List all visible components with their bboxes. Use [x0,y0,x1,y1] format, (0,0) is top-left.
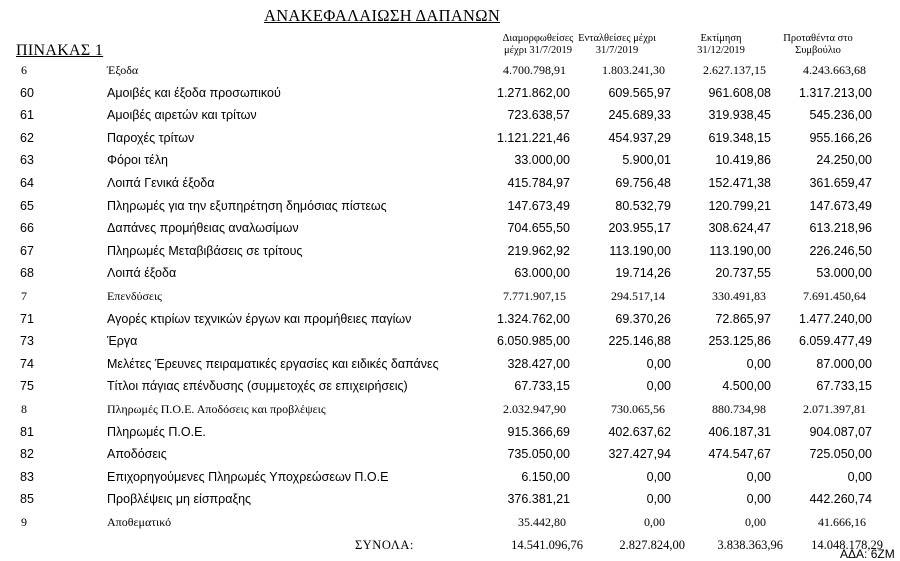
row-description: Πληρωμές Μεταβιβάσεις σε τρίτους [107,243,303,258]
table-row [0,334,900,356]
row-value: 0,00 [746,492,771,507]
row-value: 406.187,31 [708,424,771,439]
row-value: 33.000,00 [514,153,570,168]
row-value: 609.565,97 [608,85,671,100]
row-value: 0,00 [646,492,671,507]
row-value: 955.166,26 [809,130,872,145]
row-value: 63.000,00 [514,266,570,281]
row-value: 619.348,15 [708,130,771,145]
column-header-line: Ενταλθείσες μέχρι [578,33,656,44]
row-value: 19.714,26 [615,266,671,281]
column-header-line: 31/7/2019 [595,45,639,56]
row-value: 2.627.137,15 [703,63,766,77]
row-code: 6 [21,63,27,77]
row-description: Έξοδα [107,63,139,77]
row-value: 4.700.798,91 [503,63,566,77]
table-label: ΠΙΝΑΚΑΣ 1 [16,42,104,59]
table-row [0,199,900,221]
table-row [0,492,900,514]
row-value: 6.050.985,00 [497,334,570,349]
row-value: 53.000,00 [816,266,872,281]
row-code: 74 [20,356,34,371]
row-description: Αγορές κτιρίων τεχνικών έργων και προμήθειες παγίων [107,311,412,326]
row-code: 62 [20,130,34,145]
row-description: Λοιπά Γενικά έξοδα [107,176,215,190]
row-value: 328.427,00 [507,356,570,371]
group-row [0,402,900,424]
row-description: Αποδόσεις [107,447,167,462]
table-row [0,266,900,288]
row-value: 1.477.240,00 [799,311,872,326]
table-row [0,244,900,266]
row-value: 203.955,17 [608,221,671,236]
row-code: 85 [20,492,34,507]
row-value: 545.236,00 [809,108,872,123]
row-value: 6.150,00 [521,469,570,484]
row-description: Αμοιβές και έξοδα προσωπικού [107,85,281,100]
row-code: 73 [20,334,34,349]
row-code: 83 [20,469,34,484]
row-description: Επιχορηγούμενες Πληρωμές Υποχρεώσεων Π.Ο.Ε [107,469,389,484]
row-value: 20.737,55 [715,266,771,281]
row-code: 9 [21,515,27,529]
row-value: 1.317.213,00 [799,85,872,100]
row-value: 904.087,07 [809,424,872,439]
row-value: 415.784,97 [507,176,570,190]
row-value: 0,00 [847,469,872,484]
table-row [0,357,900,379]
column-header-line: Προταθέντα στο [783,33,853,44]
row-value: 725.050,00 [809,447,872,462]
row-description: Λοιπά έξοδα [107,266,177,281]
row-value: 24.250,00 [816,153,872,168]
row-description: Αποθεματικό [107,515,172,529]
row-description: Πληρωμές Π.Ο.Ε. [107,424,206,439]
row-description: Τίτλοι πάγιας επένδυσης (συμμετοχές σε επιχειρήσεις) [107,379,408,394]
row-code: 8 [21,402,27,416]
row-value: 147.673,49 [507,198,570,213]
row-value: 915.366,69 [507,424,570,439]
table-row [0,108,900,130]
row-value: 0,00 [644,515,665,529]
row-value: 327.427,94 [608,447,671,462]
totals-value: 3.838.363,96 [717,538,783,552]
row-value: 308.624,47 [708,221,771,236]
row-value: 402.637,62 [608,424,671,439]
totals-value: 2.827.824,00 [619,538,685,552]
row-value: 1.271.862,00 [497,85,570,100]
column-header [562,33,672,57]
row-code: 61 [20,108,34,123]
totals-row [0,538,900,558]
row-code: 82 [20,447,34,462]
row-value: 7.691.450,64 [803,289,866,303]
row-code: 66 [20,221,34,236]
row-value: 225.146,88 [608,334,671,349]
row-code: 67 [20,243,34,258]
row-description: Δαπάνες προμήθειας αναλωσίμων [107,221,299,236]
row-value: 4.243.663,68 [803,63,866,77]
row-value: 35.442,80 [518,515,566,529]
row-value: 1.803.241,30 [602,63,665,77]
row-value: 0,00 [746,356,771,371]
group-row [0,289,900,311]
table-row [0,447,900,469]
row-description: Παροχές τρίτων [107,130,195,145]
row-description: Πληρωμές για την εξυπηρέτηση δημόσιας πίστεως [107,198,387,213]
row-value: 1.121.221,46 [497,130,570,145]
table-row [0,176,900,198]
group-row [0,515,900,537]
document-id-stamp: ΑΔΑ: 6ΖΜ [840,547,895,561]
column-header-line: Συμβούλιο [795,45,841,56]
row-description: Προβλέψεις μη είσπραξης [107,492,252,507]
page-title: ΑΝΑΚΕΦΑΛΑΙΩΣΗ ΔΑΠΑΝΩΝ [264,6,501,25]
totals-label: ΣΥΝΟΛΑ: [355,538,414,552]
row-value: 961.608,08 [708,85,771,100]
row-value: 72.865,97 [715,311,771,326]
row-value: 219.962,92 [507,243,570,258]
row-value: 319.938,45 [708,108,771,123]
row-value: 245.689,33 [608,108,671,123]
row-value: 67.733,15 [514,379,570,394]
row-value: 730.065,56 [611,402,665,416]
row-description: Μελέτες Έρευνες πειραματικές εργασίες και ειδικές δαπάνες [107,356,439,371]
row-value: 880.734,98 [712,402,766,416]
table-row [0,379,900,401]
table-row [0,131,900,153]
table-row [0,153,900,175]
row-value: 376.381,21 [507,492,570,507]
row-code: 71 [20,311,34,326]
column-header-line: Διαμορφωθείσες [502,33,574,44]
row-value: 41.666,16 [818,515,866,529]
row-description: Φόροι τέλη [107,153,168,168]
row-value: 1.324.762,00 [497,311,570,326]
table-row [0,221,900,243]
row-value: 0,00 [646,379,671,394]
row-value: 735.050,00 [507,447,570,462]
row-code: 60 [20,85,34,100]
column-header [666,33,776,57]
row-value: 4.500,00 [722,379,771,394]
row-value: 113.190,00 [609,243,671,258]
row-value: 69.756,48 [615,176,671,190]
row-value: 474.547,67 [708,447,771,462]
row-code: 63 [20,153,34,168]
row-value: 294.517,14 [611,289,665,303]
row-value: 69.370,26 [615,311,671,326]
row-value: 253.125,86 [708,334,771,349]
row-value: 120.799,21 [708,198,771,213]
row-value: 6.059.477,49 [799,334,872,349]
row-value: 0,00 [646,356,671,371]
row-value: 0,00 [745,515,766,529]
row-value: 2.032.947,90 [503,402,566,416]
row-value: 0,00 [646,469,671,484]
row-value: 226.246,50 [809,243,872,258]
row-value: 113.190,00 [709,243,771,258]
column-header-line: μέχρι 31/7/2019 [504,45,572,56]
row-value: 704.655,50 [507,221,570,236]
column-header-line: Εκτίμηση [700,33,742,44]
row-code: 64 [20,176,34,190]
row-code: 7 [21,289,27,303]
column-header [763,33,873,57]
table-row [0,470,900,492]
row-value: 613.218,96 [809,221,872,236]
group-row [0,63,900,85]
table-row [0,312,900,334]
row-value: 147.673,49 [809,198,872,213]
totals-value: 14.541.096,76 [511,538,583,552]
row-value: 361.659,47 [809,176,872,190]
column-header-line: 31/12/2019 [697,45,745,56]
row-value: 454.937,29 [608,130,671,145]
table-row [0,425,900,447]
row-description: Πληρωμές Π.Ο.Ε. Αποδόσεις και προβλέψεις [107,402,326,416]
totals-value: 14.048.178,29 [811,538,883,552]
row-code: 81 [20,424,34,439]
row-value: 152.471,38 [708,176,771,190]
row-code: 65 [20,198,34,213]
row-value: 5.900,01 [622,153,671,168]
row-value: 80.532,79 [615,198,671,213]
row-description: Επενδύσεις [107,289,162,303]
row-code: 68 [20,266,34,281]
row-value: 442.260,74 [809,492,872,507]
row-value: 0,00 [746,469,771,484]
row-value: 67.733,15 [816,379,872,394]
row-value: 7.771.907,15 [503,289,566,303]
row-value: 330.491,83 [712,289,766,303]
row-description: Αμοιβές αιρετών και τρίτων [107,108,257,123]
row-value: 723.638,57 [507,108,570,123]
table-row [0,86,900,108]
row-value: 87.000,00 [816,356,872,371]
row-code: 75 [20,379,34,394]
row-description: Έργα [107,334,138,349]
row-value: 2.071.397,81 [803,402,866,416]
row-value: 10.419,86 [715,153,771,168]
